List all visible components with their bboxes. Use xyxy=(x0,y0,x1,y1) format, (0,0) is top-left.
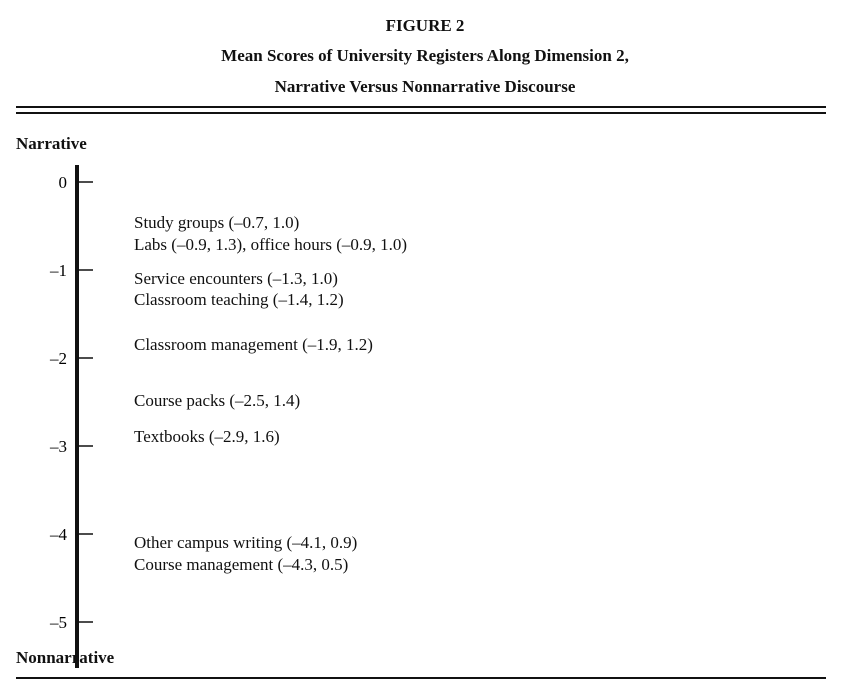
register-label: Other campus writing (–4.1, 0.9) xyxy=(134,533,358,552)
register-label: Classroom teaching (–1.4, 1.2) xyxy=(134,290,344,309)
register-label: Course packs (–2.5, 1.4) xyxy=(134,391,301,410)
figure-title-line1: Mean Scores of University Registers Along Dimension 2, xyxy=(221,46,629,65)
figure-number: FIGURE 2 xyxy=(385,16,465,35)
register-label: Textbooks (–2.9, 1.6) xyxy=(134,427,280,446)
tick-label: –2 xyxy=(50,349,67,368)
axis-bottom-label: Nonnarrative xyxy=(16,648,115,667)
figure-title-line2: Narrative Versus Nonnarrative Discourse xyxy=(274,77,576,96)
register-label: Classroom management (–1.9, 1.2) xyxy=(134,335,373,354)
tick-label: –1 xyxy=(50,261,67,280)
register-label: Course management (–4.3, 0.5) xyxy=(134,555,349,574)
tick-label: 0 xyxy=(58,173,67,192)
axis-top-label: Narrative xyxy=(16,134,87,153)
register-label: Labs (–0.9, 1.3), office hours (–0.9, 1.0) xyxy=(134,235,408,254)
tick-label: –5 xyxy=(50,613,67,632)
register-label: Study groups (–0.7, 1.0) xyxy=(134,213,300,232)
bottom-rule xyxy=(16,677,826,679)
tick-label: –3 xyxy=(50,437,67,456)
tick-label: –4 xyxy=(50,525,67,544)
register-label: Service encounters (–1.3, 1.0) xyxy=(134,269,338,288)
